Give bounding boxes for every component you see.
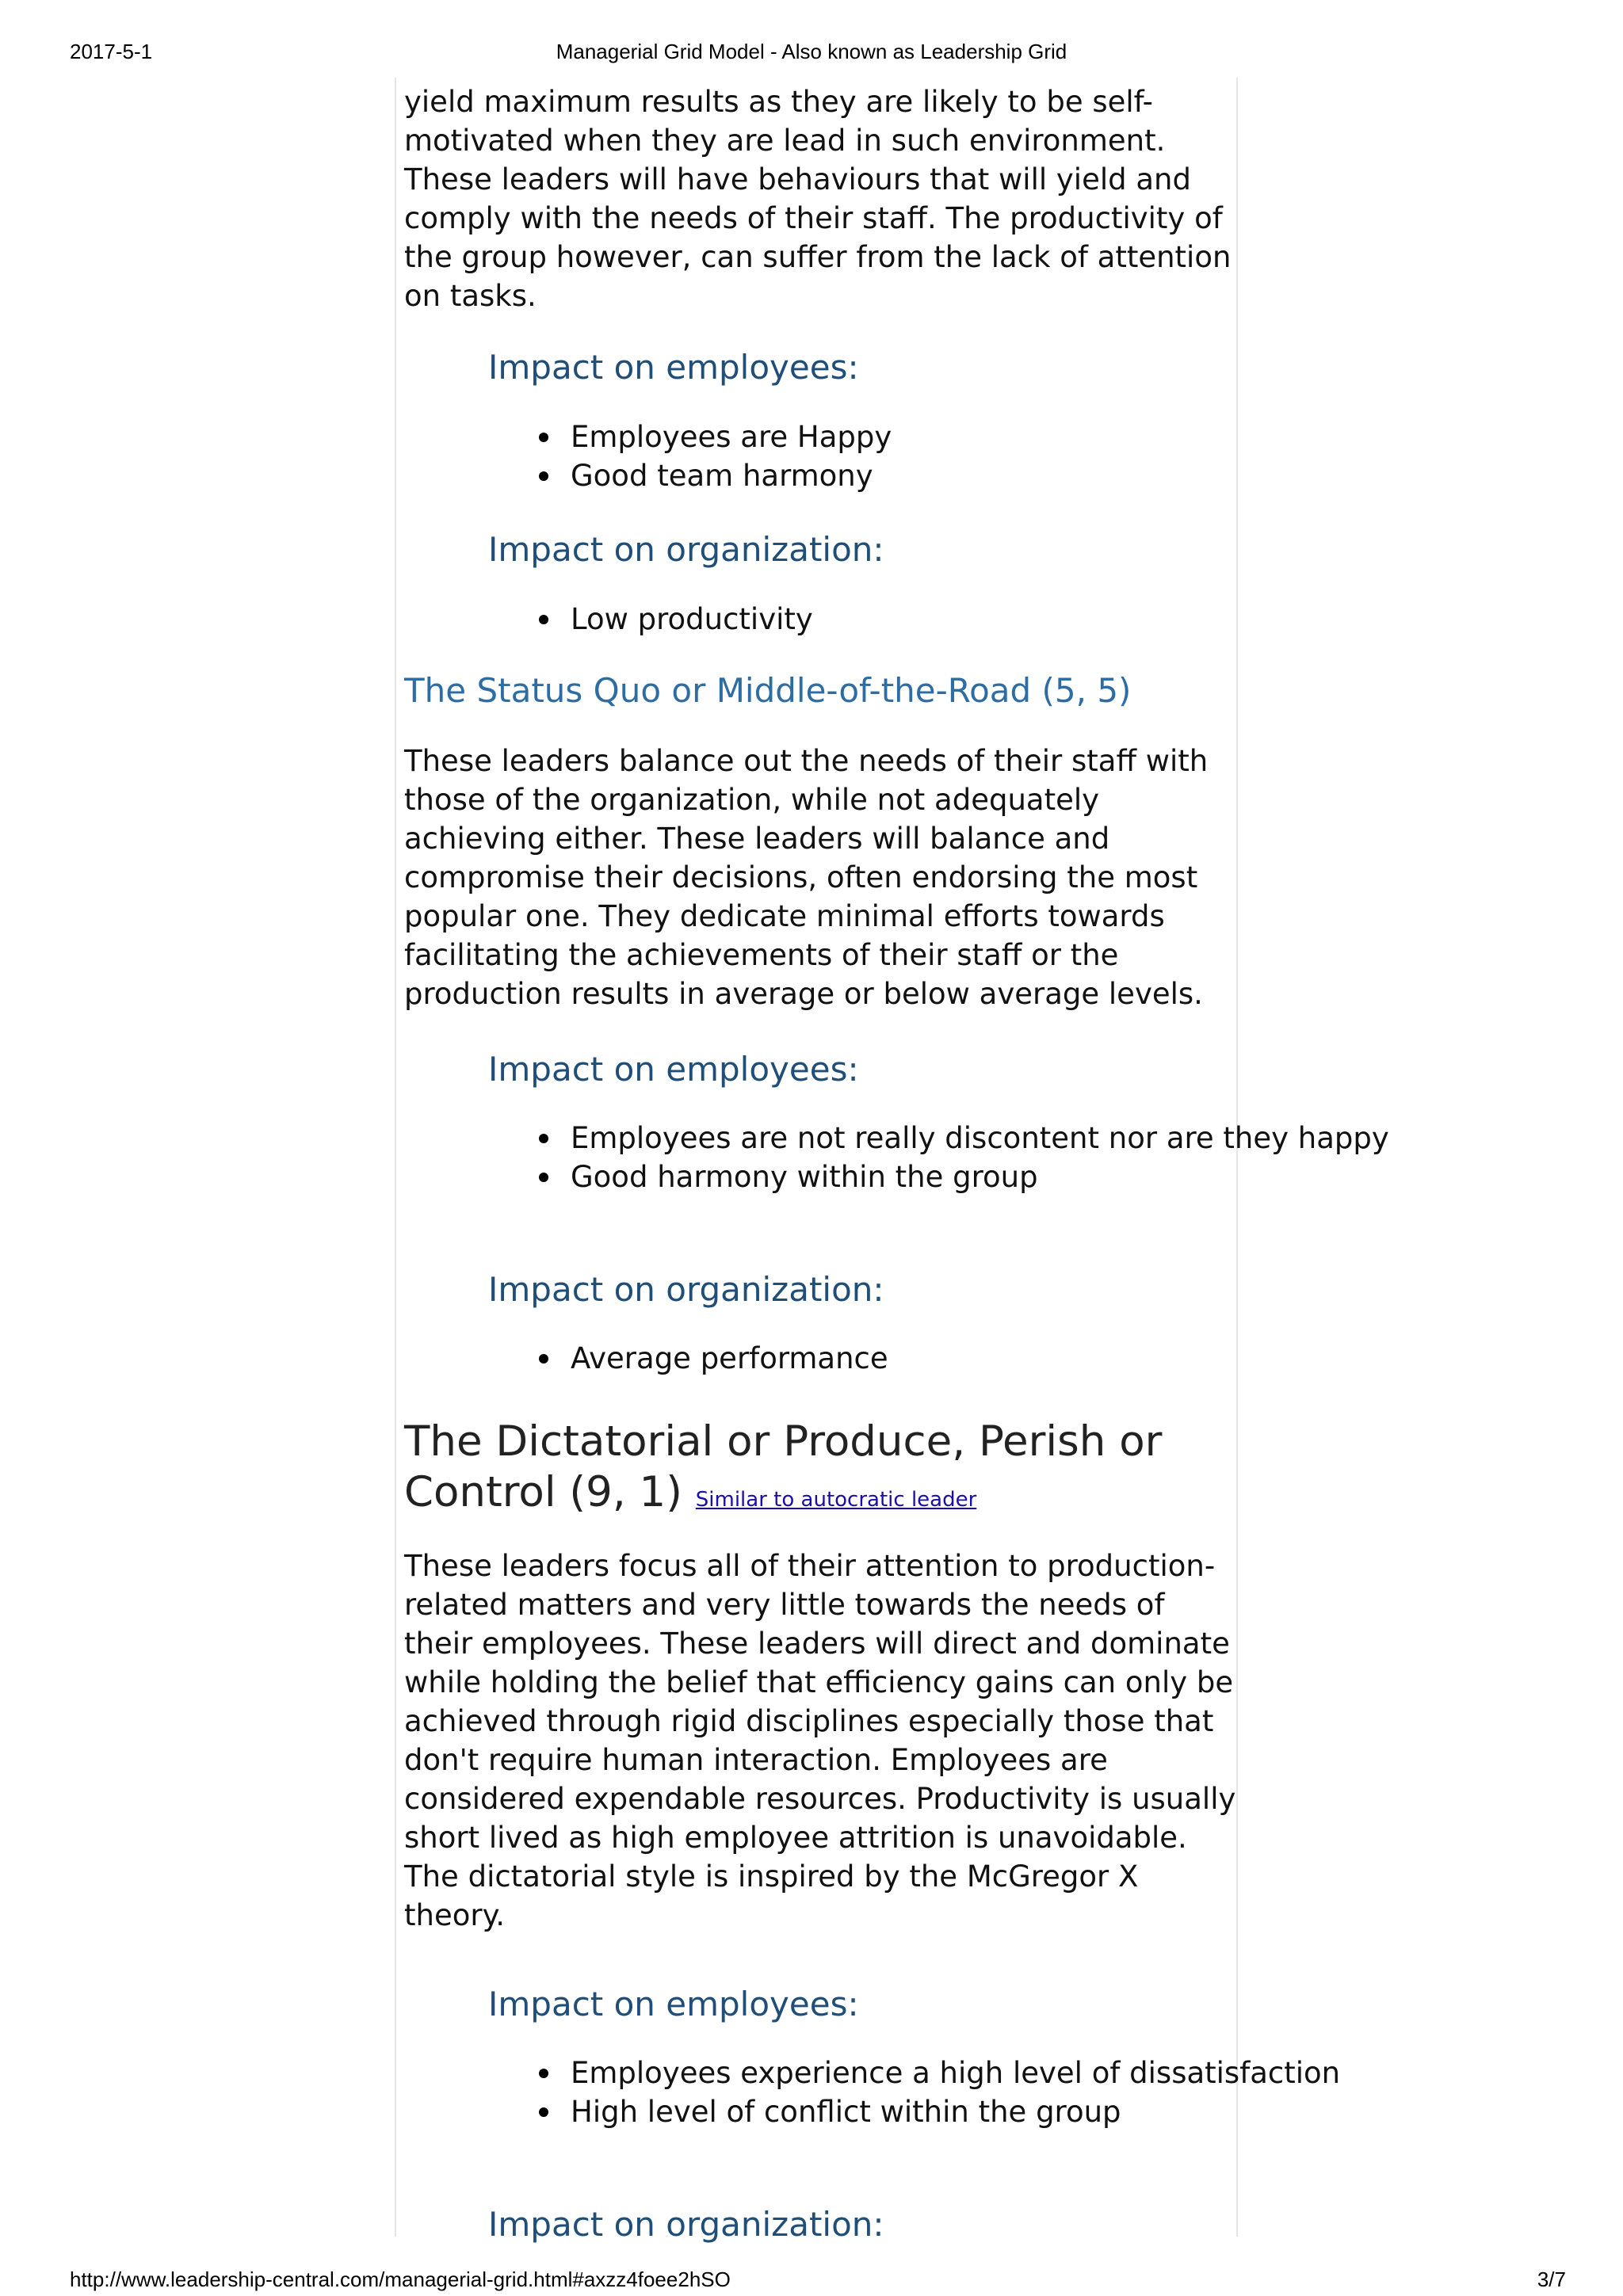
print-date: 2017-5-1: [70, 40, 153, 63]
print-page-number: 3/7: [1537, 2267, 1566, 2291]
s2-organization-list: [404, 1339, 1403, 1378]
s2-employees-list: [404, 1119, 1403, 1196]
s2-organization-heading: Impact on organization:: [488, 1270, 884, 1309]
print-url: http://www.leadership-central.com/managerial-grid.html#axzz4foee2hSO: [70, 2267, 731, 2291]
s3-title: [404, 1417, 1236, 1525]
s2-title: The Status Quo or Middle-of-the-Road (5, 5): [404, 671, 1132, 710]
s1-employees-list: [404, 418, 1403, 495]
s3-title-line1: The Dictatorial or Produce, Perish or: [404, 1417, 1163, 1466]
s3-organization-heading: Impact on organization:: [488, 2205, 884, 2244]
list-item: Low productivity: [571, 600, 1403, 639]
print-page-title: Managerial Grid Model - Also known as Leadership Grid: [556, 40, 1067, 63]
article-column: [395, 78, 1389, 2244]
list-item: Good harmony within the group: [571, 1158, 1403, 1196]
autocratic-leader-link[interactable]: Similar to autocratic leader: [695, 1488, 977, 1512]
list-item: Employees experience a high level of dissatisfaction: [571, 2054, 1403, 2092]
print-footer: [0, 2267, 1623, 2296]
s2-paragraph: These leaders balance out the needs of their staff with those of the organization, while not adequately achieving either. These leaders will balance and compromise their decisions, often endorsing the most popular one. They dedicate minimal efforts towards facilitating the achievements of their staff or the production results in average or below average levels.: [404, 744, 1209, 1011]
s2-employees-heading: Impact on employees:: [488, 1050, 859, 1089]
print-header: [0, 40, 1623, 68]
list-item: High level of conflict within the group: [571, 2092, 1403, 2131]
list-item: Good team harmony: [571, 456, 1403, 495]
s3-title-line2: Control (9, 1): [404, 1468, 682, 1516]
list-item: Average performance: [571, 1339, 1403, 1378]
s1-organization-list: [404, 600, 1403, 639]
s1-organization-heading: Impact on organization:: [488, 530, 884, 569]
list-item: Employees are Happy: [571, 418, 1403, 456]
s3-employees-heading: Impact on employees:: [488, 1985, 859, 2023]
list-item: Employees are not really discontent nor are they happy: [571, 1119, 1403, 1158]
s1-employees-heading: Impact on employees:: [488, 348, 859, 387]
intro-paragraph: yield maximum results as they are likely to be self-motivated when they are lead in such environment. These leaders will have behaviours that will yield and comply with the needs of their staff. The productivity of the group however, can suffer from the lack of attention on tasks.: [404, 85, 1232, 313]
s3-paragraph: These leaders focus all of their attention to production-related matters and very little towards the needs of their employees. These leaders will direct and dominate while holding the belief that efficiency gains can only be achieved through rigid disciplines especially those that don't require human interaction. Employees are considered expendable resources. Productivity is usually short lived as high employee attrition is unavoidable. The dictatorial style is inspired by the McGregor X theory.: [404, 1549, 1236, 1932]
s3-employees-list: [404, 2054, 1403, 2131]
